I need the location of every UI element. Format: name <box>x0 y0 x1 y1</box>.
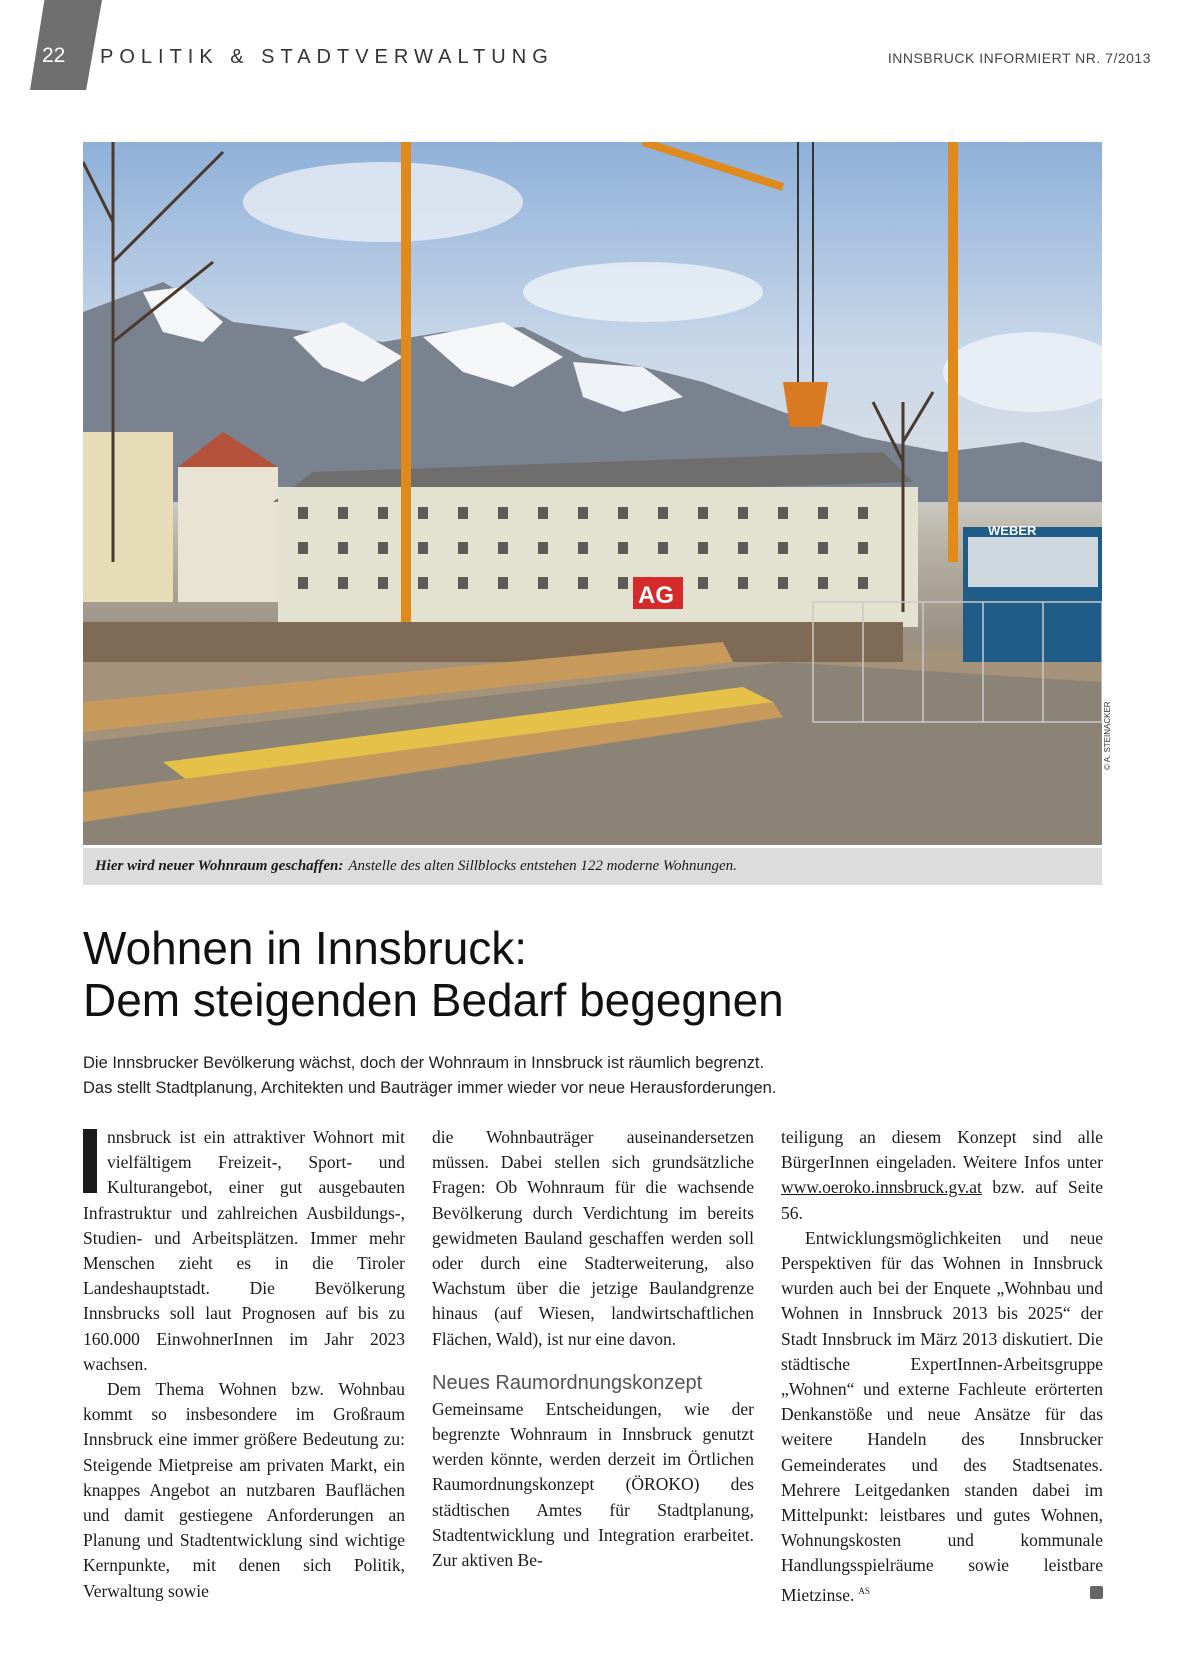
truck-label: WEBER <box>988 523 1037 538</box>
article-column-3 <box>781 1125 1103 1608</box>
subheading: Neues Raumordnungskonzept <box>432 1371 703 1394</box>
article-column-2 <box>432 1125 754 1573</box>
column-3-paragraph-2 <box>781 1226 1103 1608</box>
article-headline <box>83 922 1102 1026</box>
construction-site-photo <box>83 142 1102 845</box>
page-number: 22 <box>42 44 66 67</box>
headline-line-2: Dem steigenden Bedarf begegnen <box>83 974 784 1026</box>
column-1-paragraph-1: nnsbruck ist ein attraktiver Wohnort mit vielfältigem Freizeit-, Sport- und Kulturangebot, einer gut ausgebauten Infrastruktur und zahlreichen Ausbildungs-, Studien- und Arbeitsplätzen. Immer mehr Menschen zieht es in die Tiroler Landeshauptstadt. Die Bevölkerung Innsbrucks soll laut Prognosen auf bis zu 160.000 EinwohnerInnen im Jahr 2023 wachsen. <box>83 1127 405 1374</box>
headline-line-1: Wohnen in Innsbruck: <box>83 922 528 974</box>
issue-label: INNSBRUCK INFORMIERT NR. 7/2013 <box>887 50 1151 66</box>
column-3-text-after-link: bzw. auf Seite 56. <box>781 1177 1103 1223</box>
column-1-paragraph-2: Dem Thema Wohnen bzw. Wohnbau kommt so insbesondere im Großraum Innsbruck eine immer größere Bedeutung zu: Steigende Mietpreise am privaten Markt, ein knappes Angebot an nutzbaren Bauflächen und damit gestiegene Anforderungen an Planung und Stadtentwicklung sind wichtige Kernpunkte, mit denen sich Politik, Verwaltung sowie <box>83 1379 405 1601</box>
page-number-tab <box>30 0 102 90</box>
section-title: POLITIK & STADTVERWALTUNG <box>100 46 554 68</box>
photo-illustration <box>83 142 1102 845</box>
author-initials: AS <box>858 1585 870 1596</box>
column-3-paragraph-2-text: Entwicklungsmöglichkeiten und neue Perspektiven für das Wohnen in Innsbruck wurden auch bei der Enquete „Wohnbau und Wohnen in Innsbruck 2013 bis 2025“ der Stadt Innsbruck im März 2013 diskutiert. Die städtische ExpertInnen-Arbeitsgruppe „Wohnen“ und externe Fachleute erörterten Denkanstöße und neue Ansätze für das weitere Handeln des Innsbrucker Gemeinderates und des Stadtsenates. Mehrere Leitgedanken standen dabei im Mittelpunkt: leistbares und gutes Wohnen, Wohnungskosten und kommunale Handlungsspielräume sowie leistbare Mietzinse. <box>781 1227 1103 1605</box>
article-column-1 <box>83 1125 405 1604</box>
column-3-text-before-link: teiligung an diesem Konzept sind alle BürgerInnen eingeladen. Weitere Infos unter <box>781 1127 1103 1173</box>
end-of-article-icon <box>1090 1586 1103 1599</box>
column-2-paragraph-1: die Wohnbauträger auseinandersetzen müssen. Dabei stellen sich grundsätzliche Fragen: Ob Wohnraum für die wachsende Bevölkerung durch Verdichtung im bereits gewidmeten Bauland geschaffen werden soll oder durch eine Stadterweiterung, also Wachstum über die jetzige Baulandgrenze hinaus (auf Wiesen, landwirtschaftlichen Flächen, Wald), ist nur eine davon. <box>432 1127 754 1349</box>
lead-line-1: Die Innsbrucker Bevölkerung wächst, doch der Wohnraum in Innsbruck ist räumlich begrenzt. <box>83 1054 765 1072</box>
oeroko-link[interactable]: www.oeroko.innsbruck.gv.at <box>781 1177 982 1198</box>
caption-text: Anstelle des alten Sillblocks entstehen 122 moderne Wohnungen. <box>348 858 737 874</box>
photo-caption <box>83 848 1102 885</box>
photo-credit: © A. STEINACKER <box>1103 701 1112 770</box>
sign-label: AG <box>638 582 674 609</box>
column-2-paragraph-2: Gemeinsame Entscheidungen, wie der begrenzte Wohnraum in Innsbruck genutzt werden könnte, werden derzeit im Örtlichen Raumordnungskonzept (ÖROKO) des städtischen Amtes für Stadtplanung, Stadtentwicklung und Integration erarbeitet. Zur aktiven Be- <box>432 1398 754 1571</box>
article-lead <box>83 1051 1102 1101</box>
caption-lead: Hier wird neuer Wohnraum geschaffen: <box>95 858 344 874</box>
column-3-paragraph-1 <box>781 1125 1103 1226</box>
drop-cap-marker <box>83 1129 97 1193</box>
lead-line-2: Das stellt Stadtplanung, Architekten und Bauträger immer wieder vor neue Herausforderungen. <box>83 1079 777 1097</box>
